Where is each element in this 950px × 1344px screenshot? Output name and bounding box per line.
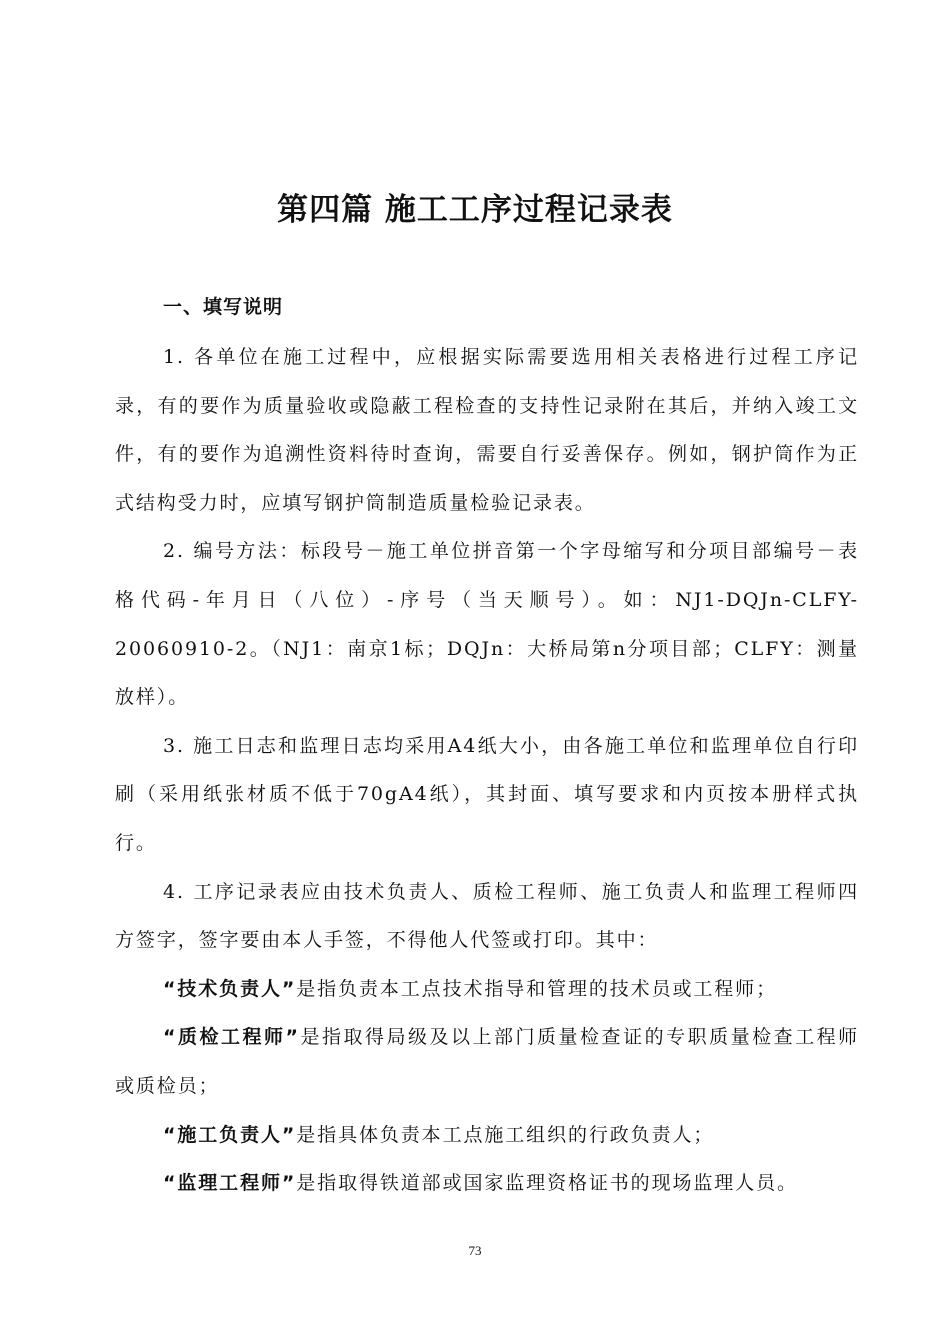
definition-term: “监理工程师” (163, 1172, 297, 1195)
instruction-paragraph-3: 3. 施工日志和监理日志均采用A4纸大小，由各施工单位和监理单位自行印刷（采用纸张材质不低于70gA4纸），其封面、填写要求和内页按本册样式执行。 (115, 734, 859, 854)
definition-technical-lead (115, 965, 859, 1014)
definition-supervising-engineer (115, 1159, 859, 1208)
definition-term: “技术负责人” (163, 977, 297, 1000)
definition-term: “施工负责人” (163, 1123, 297, 1146)
page-title: 第四篇 施工工序过程记录表 (277, 192, 673, 228)
instruction-paragraph-1: 1. 各单位在施工过程中，应根据实际需要选用相关表格进行过程工序记录，有的要作为质量验收或隐蔽工程检查的支持性记录附在其后，并纳入竣工文件，有的要作为追溯性资料待时查询，需要自行妥善保存。例如，钢护筒作为正式结构受力时，应填写钢护筒制造质量检验记录表。 (115, 346, 859, 514)
instruction-paragraph-4: 4. 工序记录表应由技术负责人、质检工程师、施工负责人和监理工程师四方签字，签字要由本人手签，不得他人代签或打印。其中： (115, 880, 859, 952)
page-number: 73 (468, 1243, 482, 1258)
definition-term: “质检工程师” (163, 1026, 300, 1049)
definition-text: 是指取得铁道部或国家监理资格证书的现场监理人员。 (296, 1172, 798, 1195)
section-heading: 一、填写说明 (163, 296, 284, 318)
definition-text: 是指具体负责本工点施工组织的行政负责人； (296, 1123, 715, 1146)
instruction-paragraph-2: 2. 编号方法：标段号－施工单位拼音第一个字母缩写和分项目部编号－表格代码-年月日（八位）-序号（当天顺号）。如：NJ1-DQJn-CLFY-20060910-2。（NJ1：南京1标；DQJn：大桥局第n分项目部；CLFY：测量放样）。 (115, 540, 859, 709)
definition-text: 是指取得局级及以上部门质量检查证的专职质量检查工程师或质检员； (115, 1026, 859, 1097)
instructions-body (115, 333, 859, 1208)
definition-quality-engineer (115, 1013, 859, 1110)
definition-construction-lead (115, 1111, 859, 1160)
definition-text: 是指负责本工点技术指导和管理的技术员或工程师； (296, 977, 777, 1000)
